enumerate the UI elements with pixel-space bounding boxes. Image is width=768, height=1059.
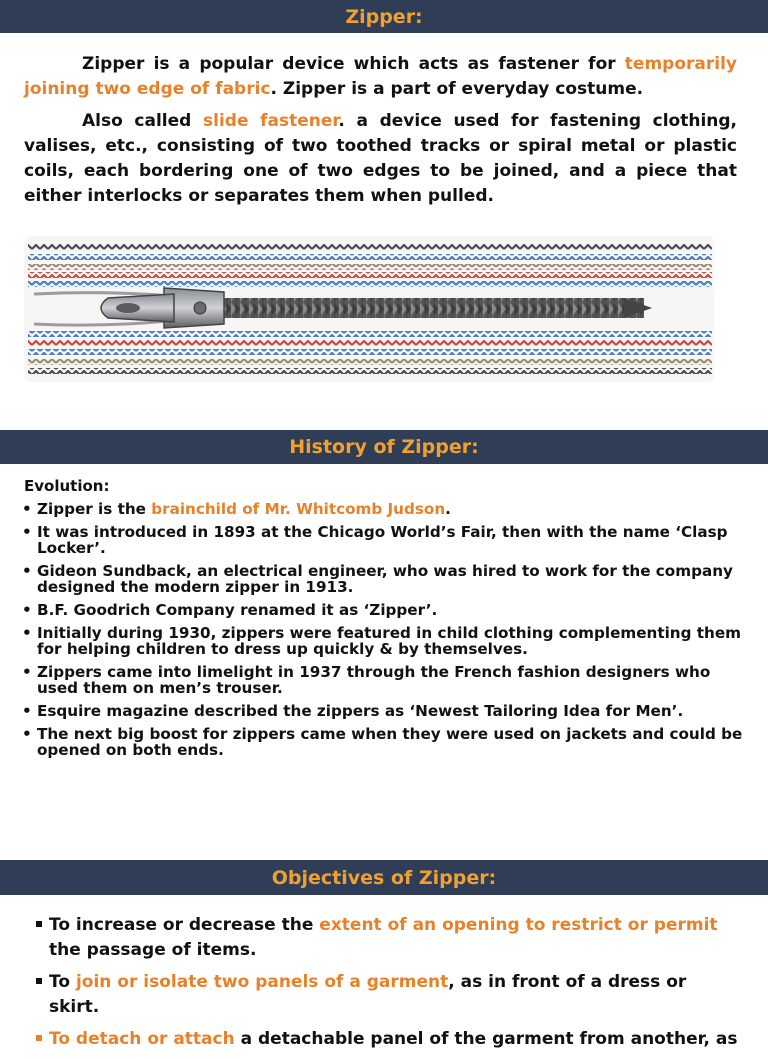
square-bullet-icon	[36, 921, 42, 927]
list-item: To join or isolate two panels of a garment, as in front of a dress or skirt.	[36, 970, 741, 1020]
section-title: History of Zipper:	[289, 436, 479, 458]
square-bullet-icon	[36, 1035, 42, 1041]
section-header-objectives	[0, 860, 768, 895]
list-item: To increase or decrease the extent of an opening to restrict or permit the passage of items.	[36, 913, 741, 963]
zipper-image	[24, 232, 714, 386]
highlight-text: slide fastener	[203, 111, 339, 131]
section-header-zipper	[0, 0, 768, 33]
highlight-text: brainchild of Mr. Whitcomb Judson	[151, 500, 446, 518]
highlight-text: temporarily joining two edge of fabric	[24, 54, 737, 99]
list-item: • B.F. Goodrich Company renamed it as ‘Zipper’.	[22, 601, 438, 619]
section-header-history	[0, 430, 768, 464]
bullet-icon: •	[22, 725, 32, 743]
objectives-list	[36, 913, 741, 1059]
list-item: • Zipper is the brainchild of Mr. Whitcomb Judson.	[22, 500, 451, 518]
bullet-icon: •	[22, 702, 32, 720]
definition-paragraph: Also called slide fastener. a device used for fastening clothing, valises, etc., consisting of two toothed tracks or spiral metal or plastic coils, each bordering one of two edges to be joined, and a piece that either interlocks or separates them when pulled.	[24, 111, 738, 206]
intro-paragraph: Zipper is a popular device which acts as fastener for temporarily joining two edge of fabric. Zipper is a part of everyday costume.	[24, 54, 737, 99]
list-item: • It was introduced in 1893 at the Chicago World’s Fair, then with the name ‘Clasp Locker’.	[22, 523, 728, 557]
list-item: • Zippers came into limelight in 1937 through the French fashion designers who used them on men’s trouser.	[22, 663, 711, 697]
highlight-text: To detach or attach	[49, 1029, 235, 1049]
highlight-text: extent of an opening to restrict or permit	[319, 915, 718, 935]
highlight-text: join or isolate two panels of a garment	[75, 972, 449, 992]
bullet-icon: •	[22, 663, 32, 681]
bullet-icon: •	[22, 624, 32, 642]
list-item: • Gideon Sundback, an electrical engineer, who was hired to work for the company designed the modern zipper in 1913.	[22, 562, 733, 596]
history-list	[22, 501, 750, 765]
section-title: Zipper:	[345, 5, 423, 28]
list-item: • The next big boost for zippers came when they were used on jackets and could be opened on both ends.	[22, 725, 743, 759]
bullet-icon: •	[22, 601, 32, 619]
list-item: To detach or attach a detachable panel of the garment from another, as	[36, 1027, 741, 1052]
evolution-label: Evolution:	[24, 477, 110, 495]
bullet-icon: •	[22, 500, 32, 518]
bullet-icon: •	[22, 523, 32, 541]
list-item: • Initially during 1930, zippers were featured in child clothing complementing them for helping children to dress up quickly & by themselves.	[22, 624, 741, 658]
section-title: Objectives of Zipper:	[271, 866, 497, 889]
square-bullet-icon	[36, 978, 42, 984]
list-item: • Esquire magazine described the zippers as ‘Newest Tailoring Idea for Men’.	[22, 702, 684, 720]
bullet-icon: •	[22, 562, 32, 580]
